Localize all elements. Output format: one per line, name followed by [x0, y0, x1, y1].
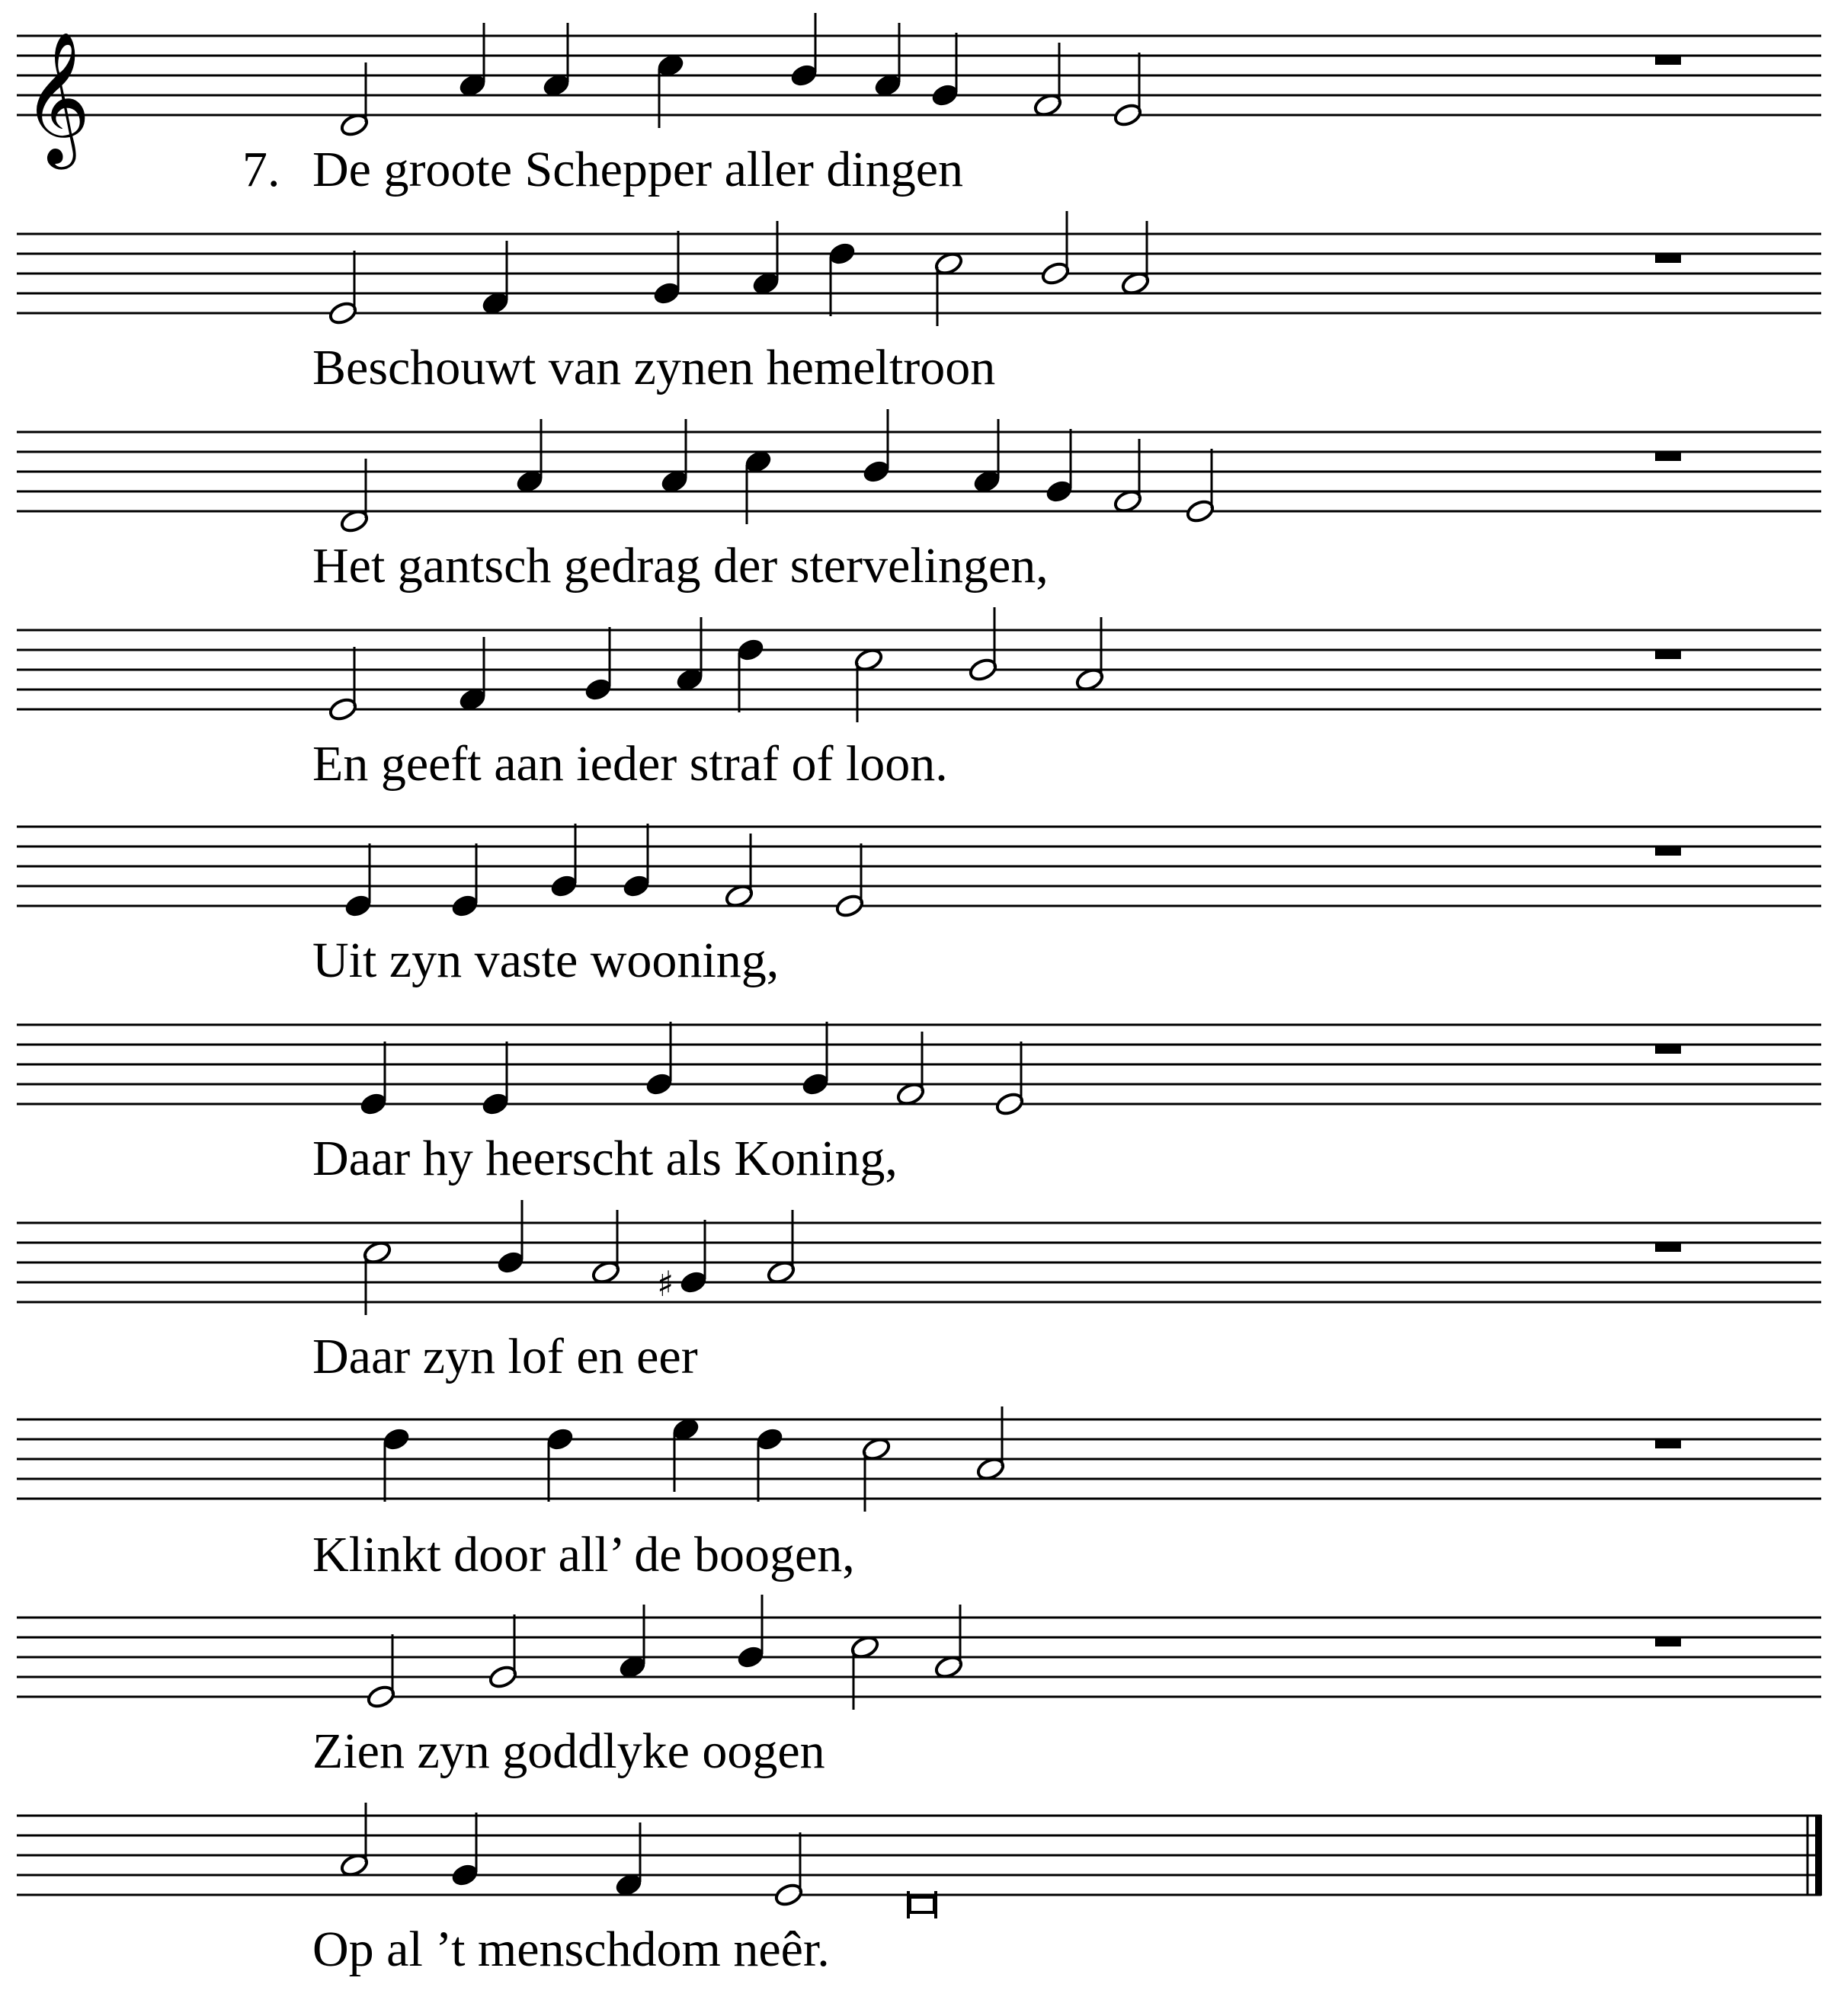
- note: [450, 843, 479, 919]
- note: [481, 241, 510, 316]
- half-rest: [1655, 1637, 1681, 1646]
- lyric-line-2: Beschouwt van zynen hemeltroon: [312, 340, 996, 395]
- staff-system: [17, 1200, 1821, 1315]
- note-head: [736, 1644, 765, 1669]
- note: [591, 1210, 621, 1285]
- note: [895, 1032, 926, 1107]
- note: [366, 1634, 396, 1710]
- note: [1185, 449, 1215, 524]
- note: [933, 1605, 964, 1680]
- note-head: [450, 893, 479, 918]
- note: [861, 1436, 892, 1512]
- note: [853, 647, 884, 722]
- note-head: [622, 873, 651, 898]
- note-head: [359, 1091, 388, 1116]
- staff-system: [17, 607, 1821, 722]
- note: [362, 1240, 392, 1315]
- staff-system: [17, 1803, 1822, 1918]
- note: [328, 647, 358, 722]
- treble-clef: 𝄞: [23, 31, 91, 164]
- note-head: [549, 873, 578, 898]
- note: [660, 419, 689, 494]
- note: [359, 1042, 388, 1117]
- lyric-line-5: Uit zyn vaste wooning,: [312, 933, 780, 988]
- note: [736, 1595, 765, 1670]
- note-head: [801, 1071, 830, 1096]
- note: [1113, 53, 1143, 128]
- note: [339, 459, 370, 534]
- note: [994, 1042, 1025, 1117]
- half-rest: [1655, 253, 1681, 263]
- note-head: [755, 1426, 784, 1451]
- note: [328, 251, 358, 326]
- note-head: [382, 1426, 411, 1451]
- lyric-line-7: Daar zyn lof en eer: [312, 1329, 698, 1384]
- note: [339, 1803, 370, 1878]
- note: [755, 1426, 784, 1502]
- verse-number: 7.: [242, 142, 280, 197]
- note-head: [679, 1269, 708, 1294]
- staff-system: [17, 409, 1821, 534]
- note: [515, 419, 544, 494]
- breve-note-head: [910, 1897, 934, 1912]
- note: [1074, 617, 1105, 693]
- note: [766, 1210, 796, 1285]
- note-head: [546, 1426, 575, 1451]
- lyric-line-4: En geeft aan ieder straf of loon.: [312, 736, 948, 792]
- note: [933, 251, 964, 326]
- note: [652, 231, 681, 306]
- staff-system: [17, 1022, 1821, 1117]
- thick-barline: [1815, 1815, 1822, 1896]
- note-head: [789, 62, 818, 88]
- note: [736, 637, 765, 712]
- staff-system: [17, 1595, 1821, 1710]
- note: [458, 23, 487, 98]
- note: [382, 1426, 411, 1502]
- note-head: [645, 1071, 674, 1096]
- note: [972, 419, 1001, 494]
- note: [542, 23, 571, 98]
- half-rest: [1655, 649, 1681, 659]
- note: [481, 1042, 510, 1117]
- note: [930, 33, 959, 108]
- note: [344, 843, 373, 919]
- staff-system: [17, 824, 1821, 919]
- note: [873, 23, 902, 98]
- note: [584, 627, 613, 702]
- lyric-line-1: De groote Schepper aller dingen: [312, 142, 964, 197]
- note-head: [481, 1091, 510, 1116]
- sharp-accidental: ♯: [657, 1263, 674, 1304]
- note-head: [736, 637, 765, 662]
- note: [675, 617, 704, 693]
- lyric-line-8: Klinkt door all’ de boogen,: [312, 1527, 855, 1582]
- half-rest: [1655, 1438, 1681, 1448]
- note: [671, 1416, 700, 1492]
- note-head: [828, 241, 857, 266]
- note: [546, 1426, 575, 1502]
- note: [1045, 429, 1074, 504]
- note: [801, 1022, 830, 1097]
- note: [458, 637, 487, 712]
- half-rest: [1655, 55, 1681, 65]
- note: [549, 824, 578, 899]
- note: [773, 1832, 804, 1908]
- lyric-line-6: Daar hy heerscht als Koning,: [312, 1131, 898, 1186]
- half-rest: [1655, 1044, 1681, 1054]
- lyric-line-9: Zien zyn goddlyke oogen: [312, 1723, 825, 1779]
- note: [751, 221, 780, 296]
- note: [862, 409, 891, 485]
- half-rest: [1655, 451, 1681, 461]
- note: [450, 1813, 479, 1888]
- note: [622, 824, 651, 899]
- note: [488, 1614, 518, 1690]
- note-head: [862, 459, 891, 484]
- note-head: [496, 1250, 525, 1275]
- half-rest: [1655, 1242, 1681, 1252]
- note: [1040, 211, 1071, 286]
- half-rest: [1655, 846, 1681, 856]
- note: [744, 449, 773, 524]
- note: [789, 13, 818, 88]
- note-head: [1045, 478, 1074, 504]
- note: [834, 843, 865, 919]
- note: [1033, 43, 1063, 118]
- note-head: [652, 280, 681, 306]
- lyric-line-3: Het gantsch gedrag der stervelingen,: [312, 538, 1049, 594]
- note: [656, 53, 685, 128]
- note-head: [450, 1862, 479, 1887]
- note: [618, 1605, 647, 1680]
- note: [968, 607, 998, 683]
- note: [975, 1406, 1006, 1482]
- note: [614, 1822, 643, 1898]
- note-head: [930, 82, 959, 107]
- lyric-line-10: Op al ’t menschdom neêr.: [312, 1922, 830, 1977]
- note-head: [344, 893, 373, 918]
- note: [645, 1022, 674, 1097]
- note: [496, 1200, 525, 1275]
- note: [1113, 439, 1143, 514]
- note-head: [584, 677, 613, 702]
- note: [1120, 221, 1151, 296]
- staff-system: [17, 1406, 1821, 1512]
- note: [724, 834, 754, 909]
- note: [850, 1634, 880, 1710]
- staff-system: [17, 211, 1821, 326]
- note: [828, 241, 857, 316]
- note: [339, 62, 370, 138]
